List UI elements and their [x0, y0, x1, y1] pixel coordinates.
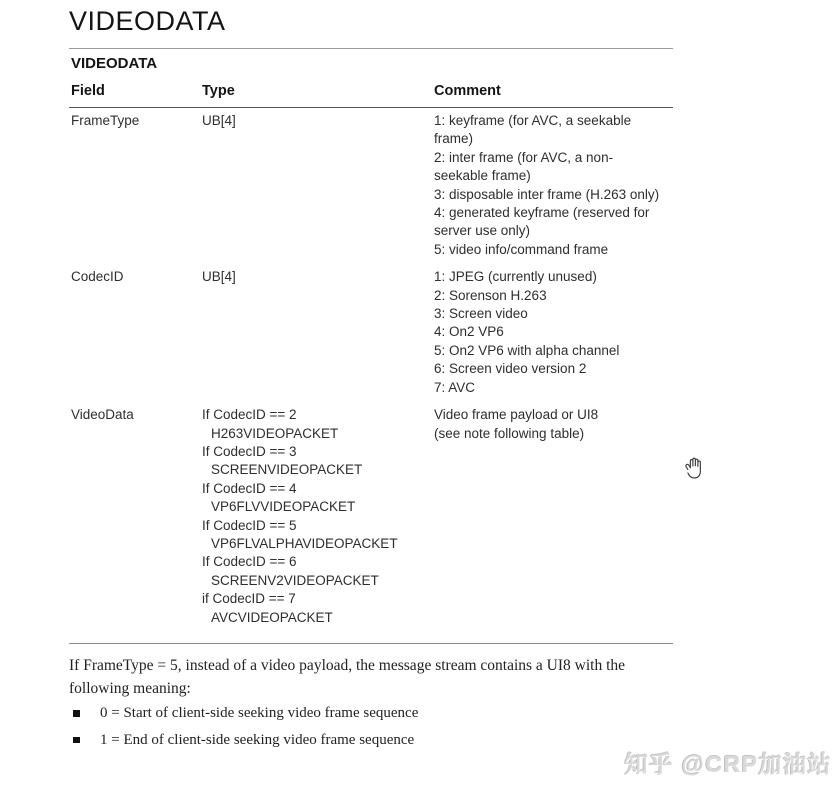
column-header-type: Type [202, 83, 235, 99]
note-paragraph: If FrameType = 5, instead of a video payload, the message stream contains a UI8 with the following meaning: [69, 657, 626, 697]
comment-cell [434, 268, 673, 397]
square-bullet-icon [73, 710, 80, 717]
type-cell [202, 112, 434, 259]
field-cell: CodecID [71, 269, 124, 285]
square-bullet-icon [73, 737, 80, 744]
comment-item: 3: disposable inter frame (H.263 only) [434, 186, 660, 202]
comment-item: 1: keyframe (for AVC, a seekable frame) [434, 113, 632, 147]
comment-item: 7: AVC [434, 379, 476, 395]
page-title: VIDEODATA [69, 6, 226, 36]
column-header-comment: Comment [434, 83, 501, 99]
comment-item: 6: Screen video version 2 [434, 361, 587, 377]
comment-item: 2: inter frame (for AVC, a non-seekable frame) [434, 149, 614, 184]
table-row [71, 406, 673, 636]
comment-item: 4: On2 VP6 [434, 324, 504, 340]
comment-item: 5: video info/command frame [434, 241, 609, 257]
type-line: if CodecID == 7 [202, 591, 296, 607]
type-line: AVCVIDEOPACKET [211, 609, 333, 625]
type-line: SCREENV2VIDEOPACKET [211, 572, 379, 588]
table-row [71, 268, 673, 406]
bullet-text: 1 = End of client-side seeking video frame sequence [100, 731, 415, 748]
comment-item: 5: On2 VP6 with alpha channel [434, 342, 620, 358]
comment-item: 1: JPEG (currently unused) [434, 269, 597, 285]
comment-item: 4: generated keyframe (reserved for server use only) [434, 205, 650, 239]
comment-cell [434, 112, 673, 259]
type-cell [202, 268, 434, 397]
note-bullet-list [73, 705, 418, 758]
type-line: If CodecID == 5 [202, 517, 297, 533]
comment-item: Video frame payload or UI8 [434, 407, 599, 423]
field-cell: VideoData [71, 407, 134, 423]
column-header-field: Field [71, 83, 105, 99]
type-line: VP6FLVALPHAVIDEOPACKET [211, 535, 398, 551]
type-line: UB[4] [202, 269, 236, 285]
type-line: If CodecID == 4 [202, 480, 297, 496]
field-cell: FrameType [71, 113, 140, 128]
comment-cell [434, 406, 673, 627]
type-line: UB[4] [202, 113, 236, 128]
type-line: If CodecID == 3 [202, 443, 297, 459]
table-bottom-rule [69, 643, 673, 644]
table-header-rule [69, 107, 673, 108]
type-line: If CodecID == 2 [202, 407, 297, 423]
table-top-rule [69, 48, 673, 49]
hand-grab-cursor-icon [681, 455, 706, 483]
type-line: If CodecID == 6 [202, 554, 297, 570]
comment-item: (see note following table) [434, 425, 585, 441]
bullet-text: 0 = Start of client-side seeking video frame sequence [100, 705, 419, 721]
type-line: H263VIDEOPACKET [211, 425, 339, 441]
comment-item: 3: Screen video [434, 306, 528, 322]
comment-item: 2: Sorenson H.263 [434, 287, 547, 303]
type-line: SCREENVIDEOPACKET [211, 462, 363, 478]
table-header-row [71, 83, 673, 99]
table-body [71, 112, 673, 636]
table-row [71, 112, 673, 268]
note-bullet-item [73, 732, 418, 749]
type-line: VP6FLVVIDEOPACKET [211, 499, 356, 515]
table-caption: VIDEODATA [71, 55, 158, 72]
type-cell [202, 406, 434, 627]
zhihu-watermark: 知乎 @CRP加油站 [624, 751, 832, 777]
note-bullet-item [73, 705, 418, 722]
